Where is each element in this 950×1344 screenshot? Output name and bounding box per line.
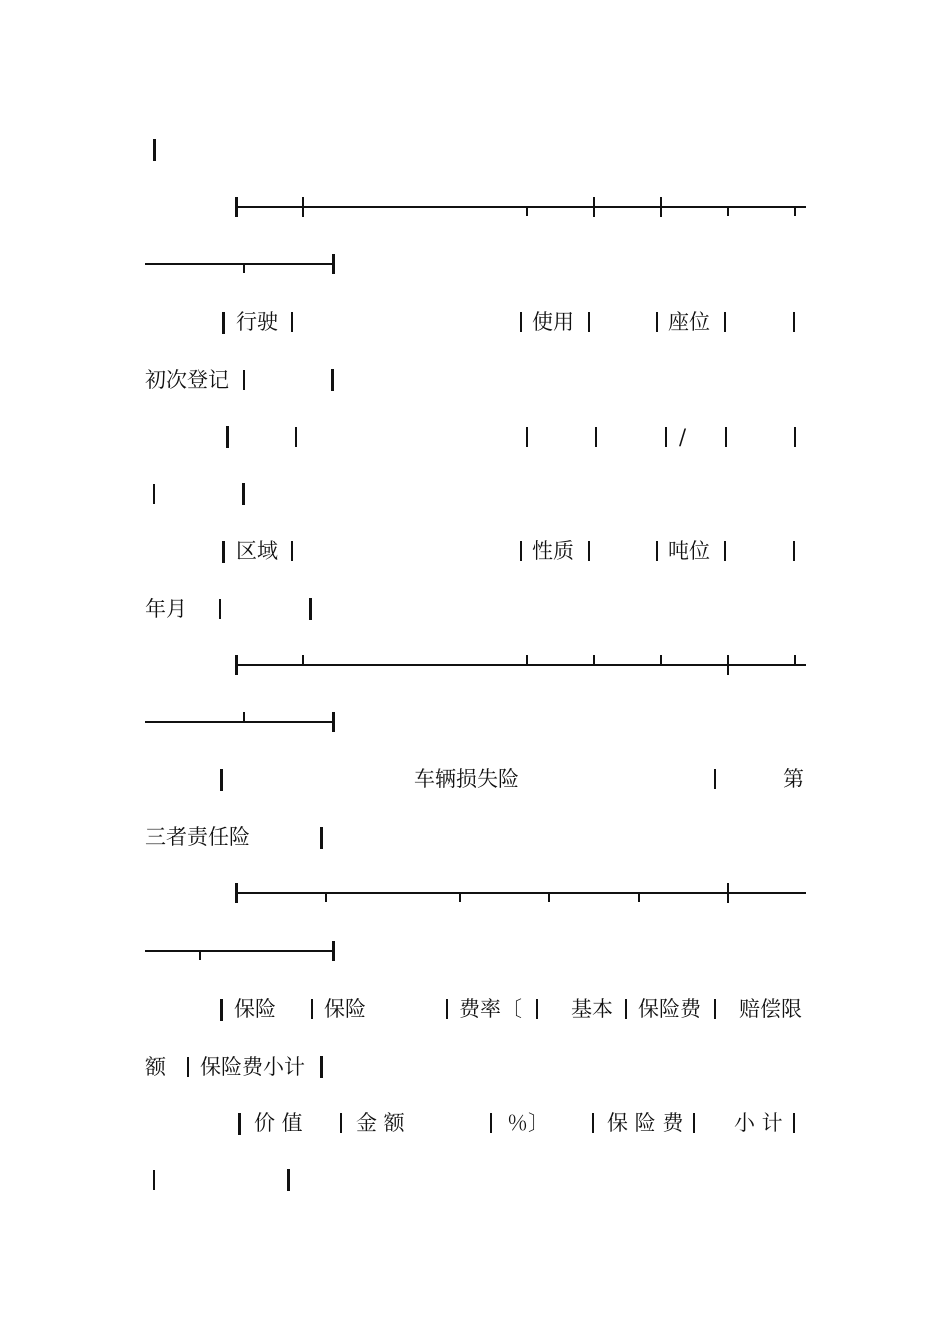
- table-border: [656, 541, 658, 561]
- table-rule-tick: [235, 655, 238, 675]
- table-border: [693, 1113, 695, 1133]
- table-rule-tick: [660, 197, 662, 217]
- table-border: [793, 1113, 795, 1133]
- table-rule: [145, 721, 334, 723]
- table-border: [311, 999, 313, 1019]
- header-jiben: 基本: [571, 997, 613, 1021]
- table-rule-tick: [332, 941, 335, 961]
- table-border: [222, 541, 225, 563]
- table-border: [309, 598, 312, 620]
- table-border: [222, 312, 225, 334]
- table-border: [592, 1113, 594, 1133]
- table-border: [153, 484, 155, 504]
- table-rule-tick: [660, 655, 662, 664]
- table-border: [446, 999, 448, 1019]
- table-border: [724, 312, 726, 332]
- table-rule: [236, 206, 806, 208]
- table-border: [331, 369, 334, 391]
- table-border: [243, 370, 245, 390]
- table-border: [490, 1113, 492, 1133]
- table-rule-tick: [199, 951, 201, 960]
- table-rule-tick: [794, 655, 796, 664]
- table-border: [595, 427, 597, 447]
- table-border: [291, 312, 293, 332]
- table-rule: [145, 263, 334, 265]
- table-border: [320, 827, 323, 849]
- header-baoxianfei-xiaoji: 保险费小计: [200, 1055, 305, 1079]
- table-rule: [145, 950, 334, 952]
- table-rule-tick: [638, 893, 640, 902]
- table-border: [291, 541, 293, 561]
- table-border: [520, 541, 522, 561]
- table-border: [220, 769, 223, 791]
- table-border: [320, 1056, 323, 1078]
- label-xingshi: 行驶: [236, 310, 278, 334]
- table-border: [220, 999, 223, 1021]
- table-border: [153, 1170, 155, 1190]
- header-jine: 金 额: [356, 1111, 405, 1135]
- table-border: [625, 999, 627, 1019]
- table-border: [187, 1057, 189, 1077]
- table-rule-tick: [593, 655, 595, 664]
- table-border: [588, 312, 590, 332]
- table-border: [295, 427, 297, 447]
- table-border: [242, 483, 245, 505]
- table-rule-tick: [548, 893, 550, 902]
- table-border: [656, 312, 658, 332]
- table-border: [793, 541, 795, 561]
- header-baoxianfei: 保险费: [638, 997, 701, 1021]
- table-rule-tick: [593, 197, 595, 217]
- label-quyu: 区域: [236, 539, 278, 563]
- table-rule-tick: [526, 207, 528, 216]
- table-rule-tick: [794, 207, 796, 216]
- table-border: [794, 427, 796, 447]
- table-border: [725, 427, 727, 447]
- table-border: [536, 999, 538, 1019]
- table-rule-tick: [302, 655, 304, 664]
- header-feilv: 费率〔: [459, 997, 522, 1021]
- table-border: [724, 541, 726, 561]
- table-rule-tick: [302, 197, 304, 217]
- table-border: [287, 1169, 290, 1191]
- section-vehicle-loss: 车辆损失险: [414, 767, 519, 791]
- header-baoxian-1: 保险: [234, 997, 276, 1021]
- header-peichang-xian: 赔偿限: [739, 997, 802, 1021]
- table-rule-tick: [332, 254, 335, 274]
- label-xingzhi: 性质: [532, 539, 574, 563]
- table-rule-tick: [727, 883, 729, 903]
- table-rule: [236, 892, 806, 894]
- table-border: [340, 1113, 342, 1133]
- header-jiazhi: 价 值: [254, 1111, 303, 1135]
- table-border: [226, 426, 229, 448]
- table-rule-tick: [526, 655, 528, 664]
- label-zuowei: 座位: [668, 310, 710, 334]
- table-border: [238, 1113, 241, 1135]
- label-chuci-dengji: 初次登记: [145, 368, 229, 392]
- header-xiaoji: 小 计: [734, 1111, 783, 1135]
- table-border: [526, 427, 528, 447]
- section-third-party-part2: 三者责任险: [145, 825, 250, 849]
- table-rule-tick: [727, 207, 729, 216]
- table-rule-tick: [235, 883, 238, 903]
- header-e: 额: [145, 1055, 166, 1079]
- table-rule: [236, 664, 806, 666]
- table-rule-tick: [332, 712, 335, 732]
- section-third-party-part1: 第: [783, 767, 804, 791]
- table-rule-tick: [459, 893, 461, 902]
- table-rule-tick: [325, 893, 327, 902]
- table-rule-tick: [243, 712, 245, 721]
- table-border: [714, 999, 716, 1019]
- header-baoxian-2: 保险: [324, 997, 366, 1021]
- table-border: [714, 769, 716, 789]
- table-border: [793, 312, 795, 332]
- label-dunwei: 吨位: [668, 539, 710, 563]
- label-shiyong: 使用: [532, 310, 574, 334]
- header-percent: ％〕: [507, 1111, 549, 1135]
- table-rule-tick: [727, 655, 729, 675]
- label-slash: /: [679, 425, 687, 449]
- table-rule-tick: [243, 264, 245, 273]
- header-baoxianfei-2: 保 险 费: [607, 1111, 684, 1135]
- table-border: [588, 541, 590, 561]
- table-border: [520, 312, 522, 332]
- table-border: [153, 139, 156, 161]
- table-border: [665, 427, 667, 447]
- table-border: [219, 599, 221, 619]
- table-rule-tick: [235, 197, 238, 217]
- label-nianyue: 年月: [145, 597, 187, 621]
